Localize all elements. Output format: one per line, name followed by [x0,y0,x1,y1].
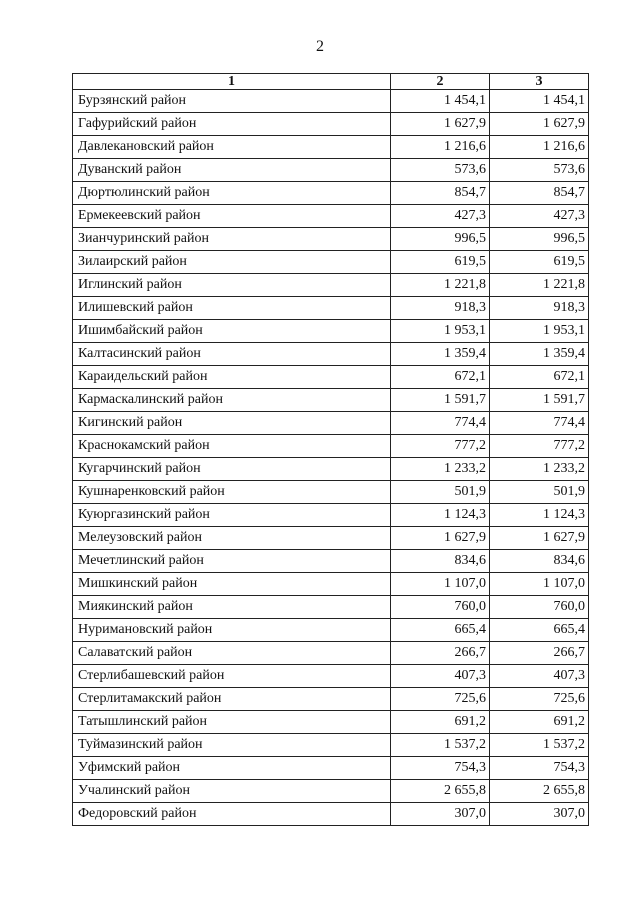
value-cell-col3: 1 953,1 [490,320,589,343]
table-row [73,527,589,550]
table-row [73,596,589,619]
data-table [72,73,589,826]
value-cell-col2: 1 359,4 [391,343,490,366]
value-cell-col3: 691,2 [490,711,589,734]
value-cell-col2: 407,3 [391,665,490,688]
value-cell-col2: 672,1 [391,366,490,389]
column-header-1: 1 [73,74,391,90]
table-row [73,366,589,389]
table-row [73,550,589,573]
table-row [73,113,589,136]
value-cell-col2: 1 953,1 [391,320,490,343]
table-row [73,389,589,412]
value-cell-col2: 834,6 [391,550,490,573]
value-cell-col2: 996,5 [391,228,490,251]
table-row [73,734,589,757]
value-cell-col3: 1 359,4 [490,343,589,366]
district-name-cell: Караидельский район [73,366,391,389]
district-name-cell: Дуванский район [73,159,391,182]
table-row [73,412,589,435]
value-cell-col3: 834,6 [490,550,589,573]
value-cell-col3: 725,6 [490,688,589,711]
district-name-cell: Кушнаренковский район [73,481,391,504]
district-name-cell: Салаватский район [73,642,391,665]
value-cell-col2: 1 233,2 [391,458,490,481]
value-cell-col2: 266,7 [391,642,490,665]
district-name-cell: Татышлинский район [73,711,391,734]
district-name-cell: Давлекановский район [73,136,391,159]
district-name-cell: Ермекеевский район [73,205,391,228]
value-cell-col2: 2 655,8 [391,780,490,803]
value-cell-col2: 918,3 [391,297,490,320]
district-name-cell: Миякинский район [73,596,391,619]
district-name-cell: Куюргазинский район [73,504,391,527]
district-name-cell: Федоровский район [73,803,391,826]
value-cell-col3: 996,5 [490,228,589,251]
value-cell-col3: 407,3 [490,665,589,688]
value-cell-col3: 1 591,7 [490,389,589,412]
table-row [73,205,589,228]
table-row [73,297,589,320]
table-row [73,665,589,688]
district-name-cell: Уфимский район [73,757,391,780]
district-name-cell: Кигинский район [73,412,391,435]
district-name-cell: Мелеузовский район [73,527,391,550]
table-row [73,803,589,826]
table-row [73,182,589,205]
value-cell-col3: 1 454,1 [490,90,589,113]
value-cell-col2: 1 627,9 [391,113,490,136]
value-cell-col2: 774,4 [391,412,490,435]
table-row [73,573,589,596]
district-name-cell: Калтасинский район [73,343,391,366]
value-cell-col3: 1 233,2 [490,458,589,481]
district-name-cell: Мечетлинский район [73,550,391,573]
value-cell-col3: 754,3 [490,757,589,780]
value-cell-col3: 774,4 [490,412,589,435]
table-row [73,136,589,159]
value-cell-col3: 501,9 [490,481,589,504]
table-row [73,90,589,113]
value-cell-col3: 1 107,0 [490,573,589,596]
table-row [73,251,589,274]
value-cell-col2: 1 454,1 [391,90,490,113]
value-cell-col2: 501,9 [391,481,490,504]
district-name-cell: Гафурийский район [73,113,391,136]
table-row [73,343,589,366]
value-cell-col3: 777,2 [490,435,589,458]
table-row [73,619,589,642]
value-cell-col3: 1 221,8 [490,274,589,297]
district-name-cell: Стерлитамакский район [73,688,391,711]
value-cell-col2: 1 537,2 [391,734,490,757]
value-cell-col3: 1 627,9 [490,527,589,550]
value-cell-col2: 573,6 [391,159,490,182]
value-cell-col2: 1 627,9 [391,527,490,550]
district-name-cell: Краснокамский район [73,435,391,458]
value-cell-col2: 777,2 [391,435,490,458]
page-number: 2 [316,38,324,55]
district-name-cell: Илишевский район [73,297,391,320]
value-cell-col3: 1 537,2 [490,734,589,757]
value-cell-col2: 754,3 [391,757,490,780]
value-cell-col3: 427,3 [490,205,589,228]
table-body [73,90,589,826]
table-row [73,228,589,251]
table-row [73,757,589,780]
value-cell-col2: 427,3 [391,205,490,228]
value-cell-col2: 1 591,7 [391,389,490,412]
value-cell-col2: 1 221,8 [391,274,490,297]
district-name-cell: Дюртюлинский район [73,182,391,205]
district-name-cell: Зилаирский район [73,251,391,274]
value-cell-col2: 854,7 [391,182,490,205]
value-cell-col2: 691,2 [391,711,490,734]
value-cell-col2: 665,4 [391,619,490,642]
district-name-cell: Ишимбайский район [73,320,391,343]
value-cell-col3: 2 655,8 [490,780,589,803]
table-row [73,435,589,458]
table-row [73,711,589,734]
value-cell-col3: 1 124,3 [490,504,589,527]
table-row [73,458,589,481]
value-cell-col2: 619,5 [391,251,490,274]
table-header-row [73,74,589,90]
district-name-cell: Туймазинский район [73,734,391,757]
data-table-container [72,73,588,826]
table-row [73,642,589,665]
table-row [73,481,589,504]
value-cell-col3: 1 216,6 [490,136,589,159]
district-name-cell: Иглинский район [73,274,391,297]
value-cell-col2: 725,6 [391,688,490,711]
table-row [73,159,589,182]
value-cell-col3: 573,6 [490,159,589,182]
district-name-cell: Зианчуринский район [73,228,391,251]
district-name-cell: Бурзянский район [73,90,391,113]
district-name-cell: Учалинский район [73,780,391,803]
value-cell-col3: 672,1 [490,366,589,389]
value-cell-col3: 1 627,9 [490,113,589,136]
district-name-cell: Мишкинский район [73,573,391,596]
district-name-cell: Нуримановский район [73,619,391,642]
value-cell-col3: 307,0 [490,803,589,826]
district-name-cell: Стерлибашевский район [73,665,391,688]
column-header-2: 2 [391,74,490,90]
value-cell-col3: 619,5 [490,251,589,274]
value-cell-col3: 760,0 [490,596,589,619]
district-name-cell: Кармаскалинский район [73,389,391,412]
district-name-cell: Кугарчинский район [73,458,391,481]
value-cell-col3: 918,3 [490,297,589,320]
value-cell-col2: 1 107,0 [391,573,490,596]
value-cell-col3: 854,7 [490,182,589,205]
table-row [73,320,589,343]
value-cell-col3: 266,7 [490,642,589,665]
table-row [73,274,589,297]
table-row [73,780,589,803]
column-header-3: 3 [490,74,589,90]
value-cell-col2: 307,0 [391,803,490,826]
value-cell-col2: 760,0 [391,596,490,619]
table-row [73,504,589,527]
table-row [73,688,589,711]
value-cell-col2: 1 216,6 [391,136,490,159]
value-cell-col2: 1 124,3 [391,504,490,527]
value-cell-col3: 665,4 [490,619,589,642]
